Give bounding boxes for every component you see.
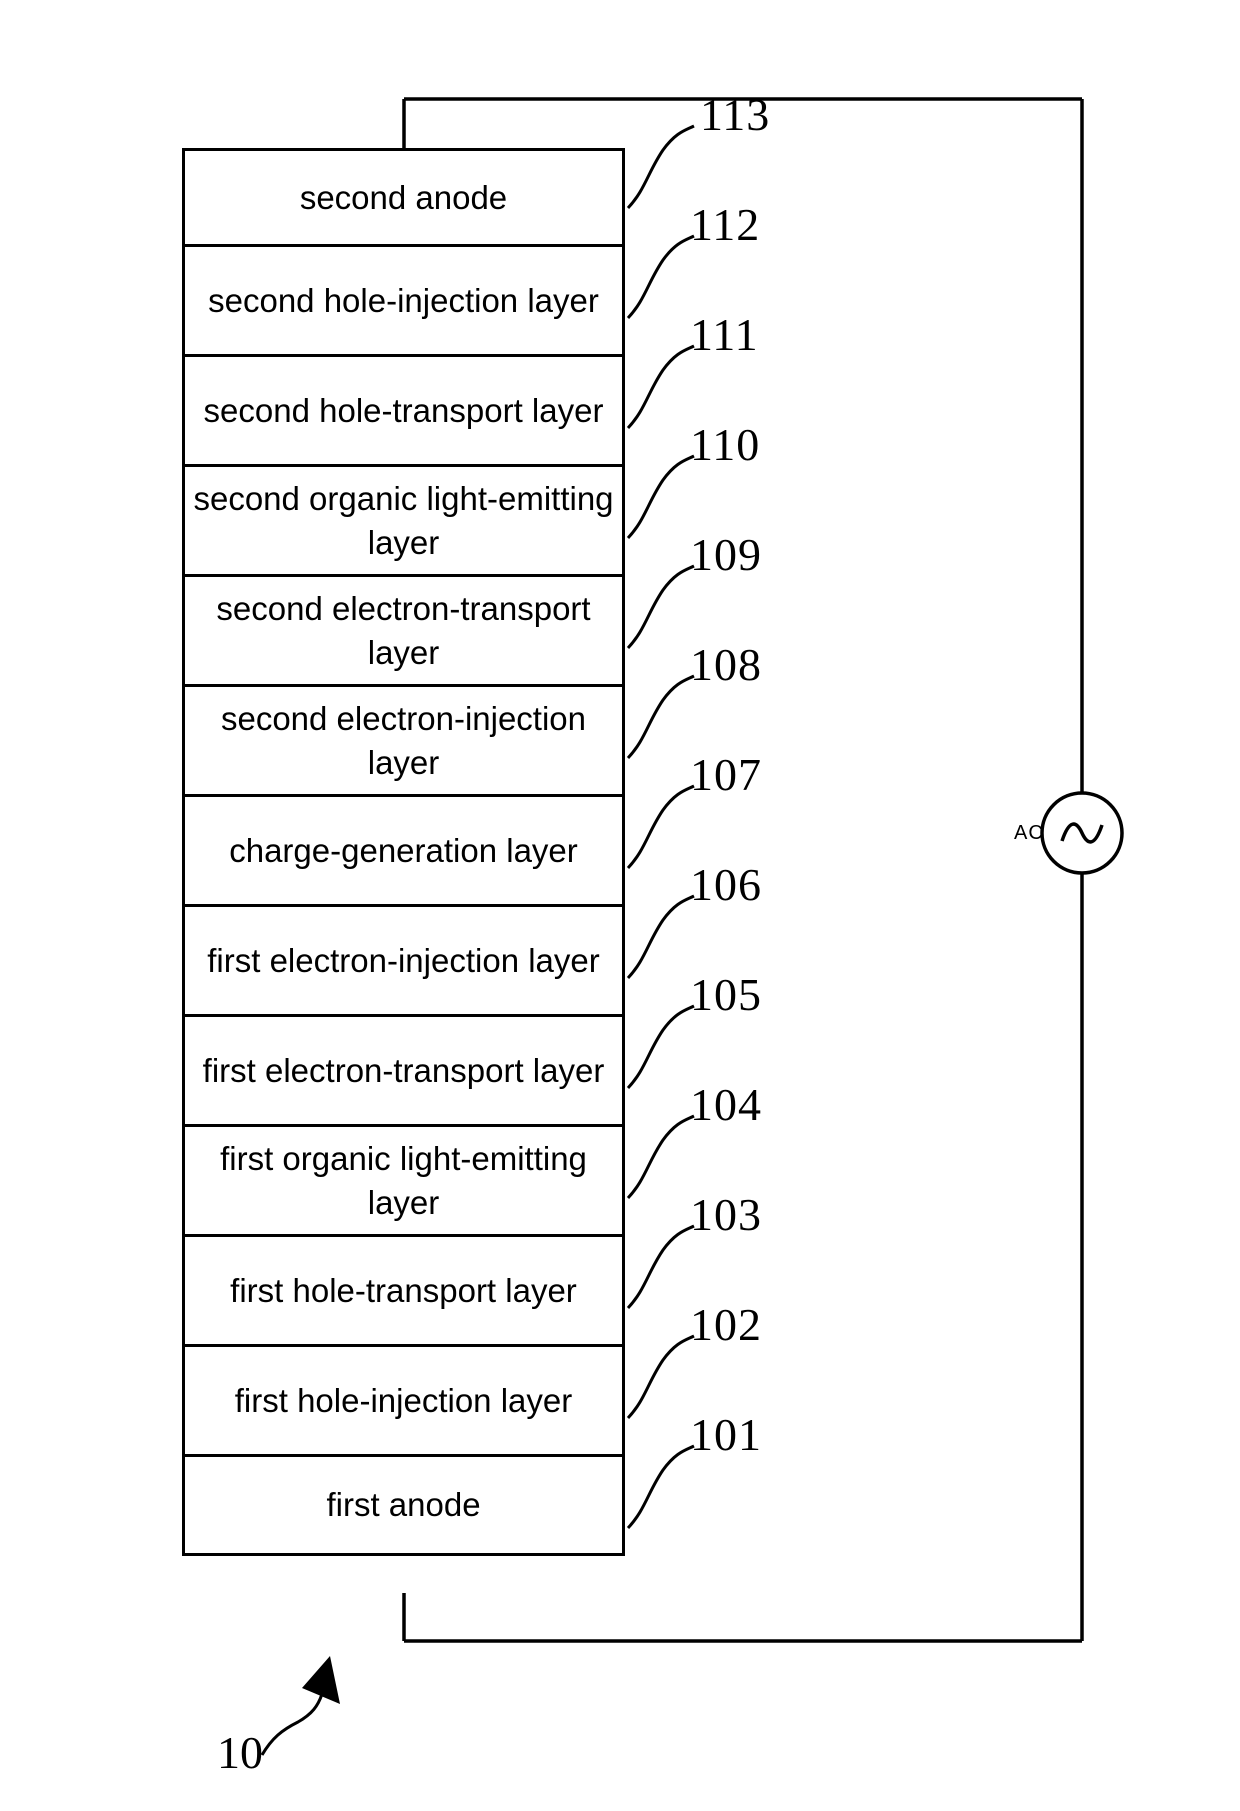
ref-number-101: 101: [690, 1409, 762, 1460]
layer-first-electron-injection: first electron-injection layer: [185, 907, 622, 1017]
layer-second-hole-injection: second hole-injection layer: [185, 247, 622, 357]
layer-second-anode: second anode: [185, 151, 622, 247]
layer-second-electron-transport: second electron-transport layer: [185, 577, 622, 687]
layer-first-hole-transport: first hole-transport layer: [185, 1237, 622, 1347]
layer-charge-generation: charge-generation layer: [185, 797, 622, 907]
ac-source-label: AC: [1014, 822, 1044, 844]
layer-second-hole-transport: second hole-transport layer: [185, 357, 622, 467]
layer-first-electron-transport: first electron-transport layer: [185, 1017, 622, 1127]
ref-number-107: 107: [690, 749, 762, 800]
ref-number-109: 109: [690, 529, 762, 580]
ref-number-110: 110: [690, 419, 761, 470]
ref-number-104: 104: [690, 1079, 762, 1130]
ref-number-108: 108: [690, 639, 762, 690]
ref-number-105: 105: [690, 969, 762, 1020]
ref-number-112: 112: [690, 199, 761, 250]
layer-first-organic-light-emitting: first organic light-emitting layer: [185, 1127, 622, 1237]
ac-source-symbol: [1042, 793, 1122, 873]
ref-number-113: 113: [700, 89, 771, 140]
leader-lines: [628, 126, 694, 1528]
ref-number-102: 102: [690, 1299, 762, 1350]
ref-number-111: 111: [690, 309, 759, 360]
device-pointer: [262, 1656, 340, 1755]
oled-layer-stack: [182, 148, 625, 1556]
ref-number-106: 106: [690, 859, 762, 910]
device-reference-number: 10: [217, 1727, 263, 1778]
layer-second-organic-light-emitting: second organic light-emitting layer: [185, 467, 622, 577]
layer-first-anode: first anode: [326, 1486, 481, 1524]
ref-number-103: 103: [690, 1189, 762, 1240]
layer-first-hole-injection: first hole-injection layer: [185, 1347, 622, 1457]
layer-second-electron-injection: second electron-injection layer: [185, 687, 622, 797]
